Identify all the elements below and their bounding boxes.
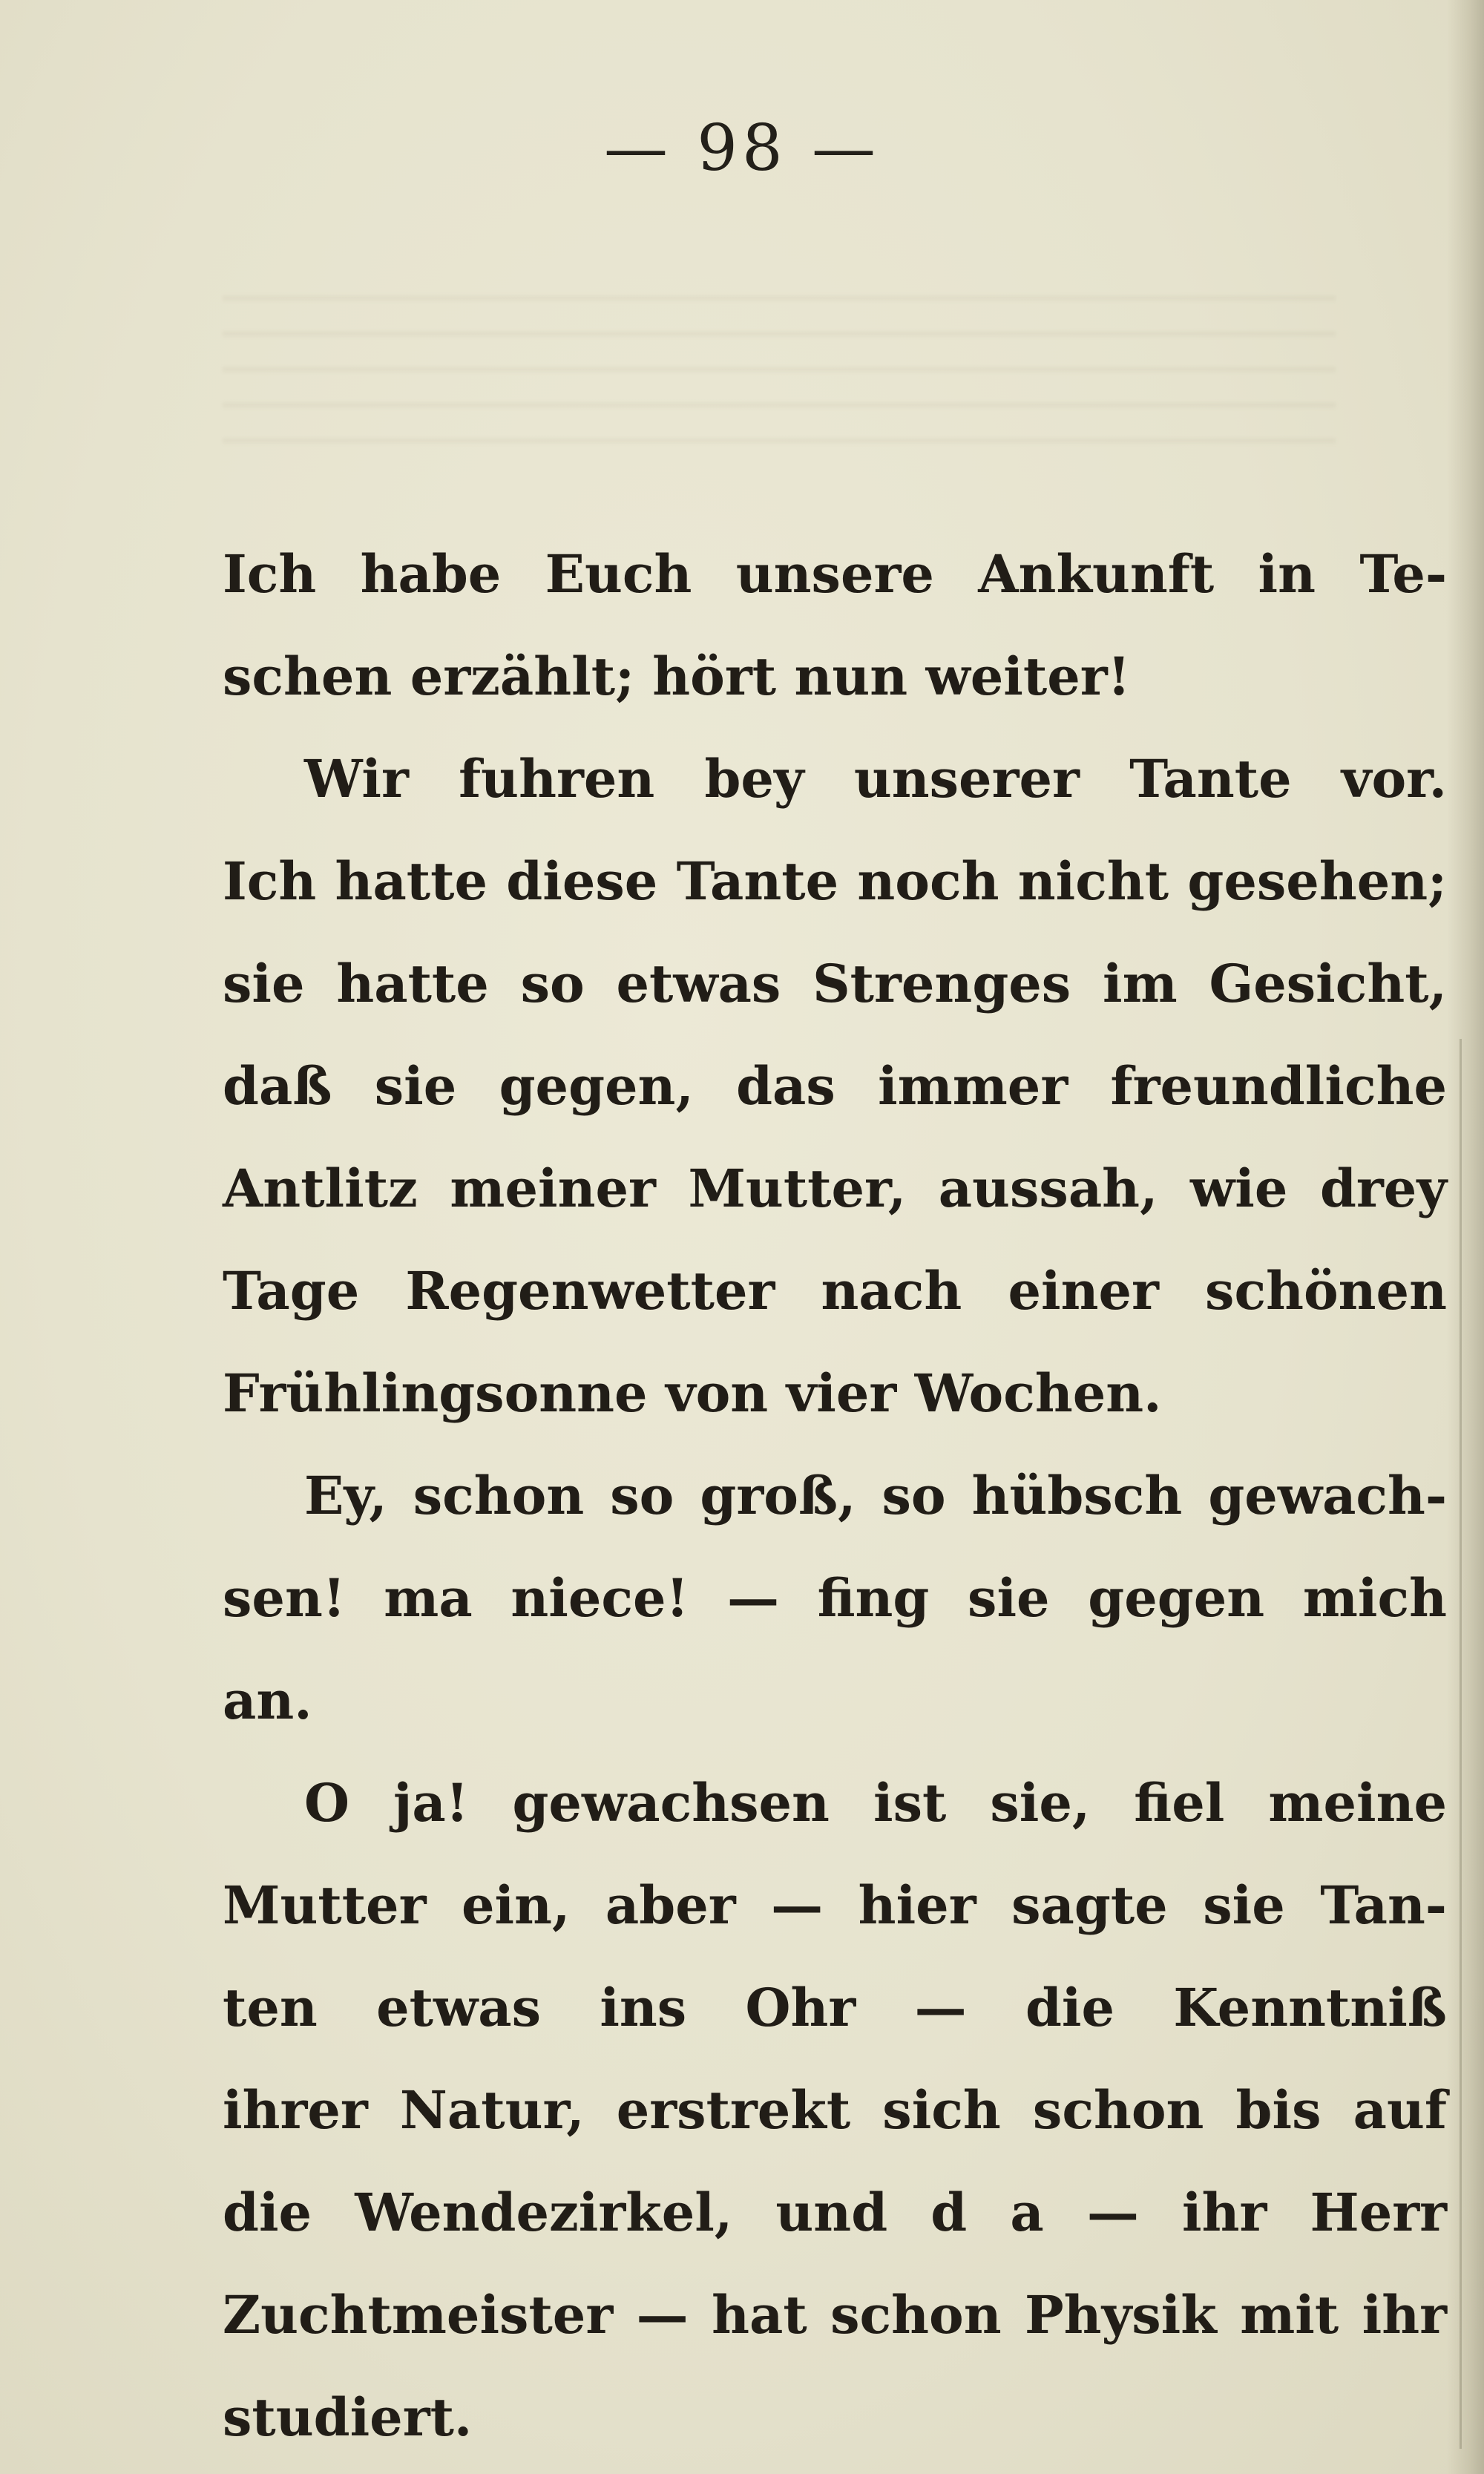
text-line: sen! ma niece! — fing sie gegen mich (223, 1567, 1447, 1629)
text-line: O ja! gewachsen ist sie, fiel meine (304, 1772, 1447, 1834)
body-text (223, 523, 1447, 2469)
text-line: die Wendezirkel, und d a — ihr Herr (223, 2182, 1447, 2243)
text-line: Zuchtmeister — hat schon Physik mit ihr (223, 2284, 1447, 2346)
text-line: Ich hatte diese Tante noch nicht gesehen; (223, 850, 1447, 912)
text-line: an. (223, 1670, 312, 1731)
text-line: Ey, schon so groß, so hübsch gewach- (304, 1465, 1447, 1526)
page-number: — 98 — (603, 111, 881, 186)
page-gutter-shadow (1447, 0, 1484, 2474)
text-line: schen erzählt; hört nun weiter! (223, 646, 1131, 707)
text-line: ihrer Natur, erstrekt sich schon bis auf (223, 2079, 1447, 2141)
text-line: ten etwas ins Ohr — die Kenntniß (223, 1977, 1447, 2038)
text-line: Wir fuhren bey unserer Tante vor. (304, 748, 1447, 810)
text-line: Ich habe Euch unsere Ankunft in Te- (223, 543, 1447, 605)
text-line: Mutter ein, aber — hier sagte sie Tan- (223, 1874, 1447, 1936)
text-line: Antlitz meiner Mutter, aussah, wie drey (223, 1158, 1447, 1219)
text-line: Tage Regenwetter nach einer schönen (223, 1260, 1447, 1322)
page-edge-line (1460, 1039, 1462, 2449)
text-line: sie hatte so etwas Strenges im Gesicht, (223, 953, 1447, 1014)
text-line: studiert. (223, 2386, 473, 2448)
text-line: Frühlingsonne von vier Wochen. (223, 1362, 1162, 1424)
text-line: daß sie gegen, das immer freundliche (223, 1055, 1447, 1117)
bleed-through-shadow (223, 267, 1336, 460)
